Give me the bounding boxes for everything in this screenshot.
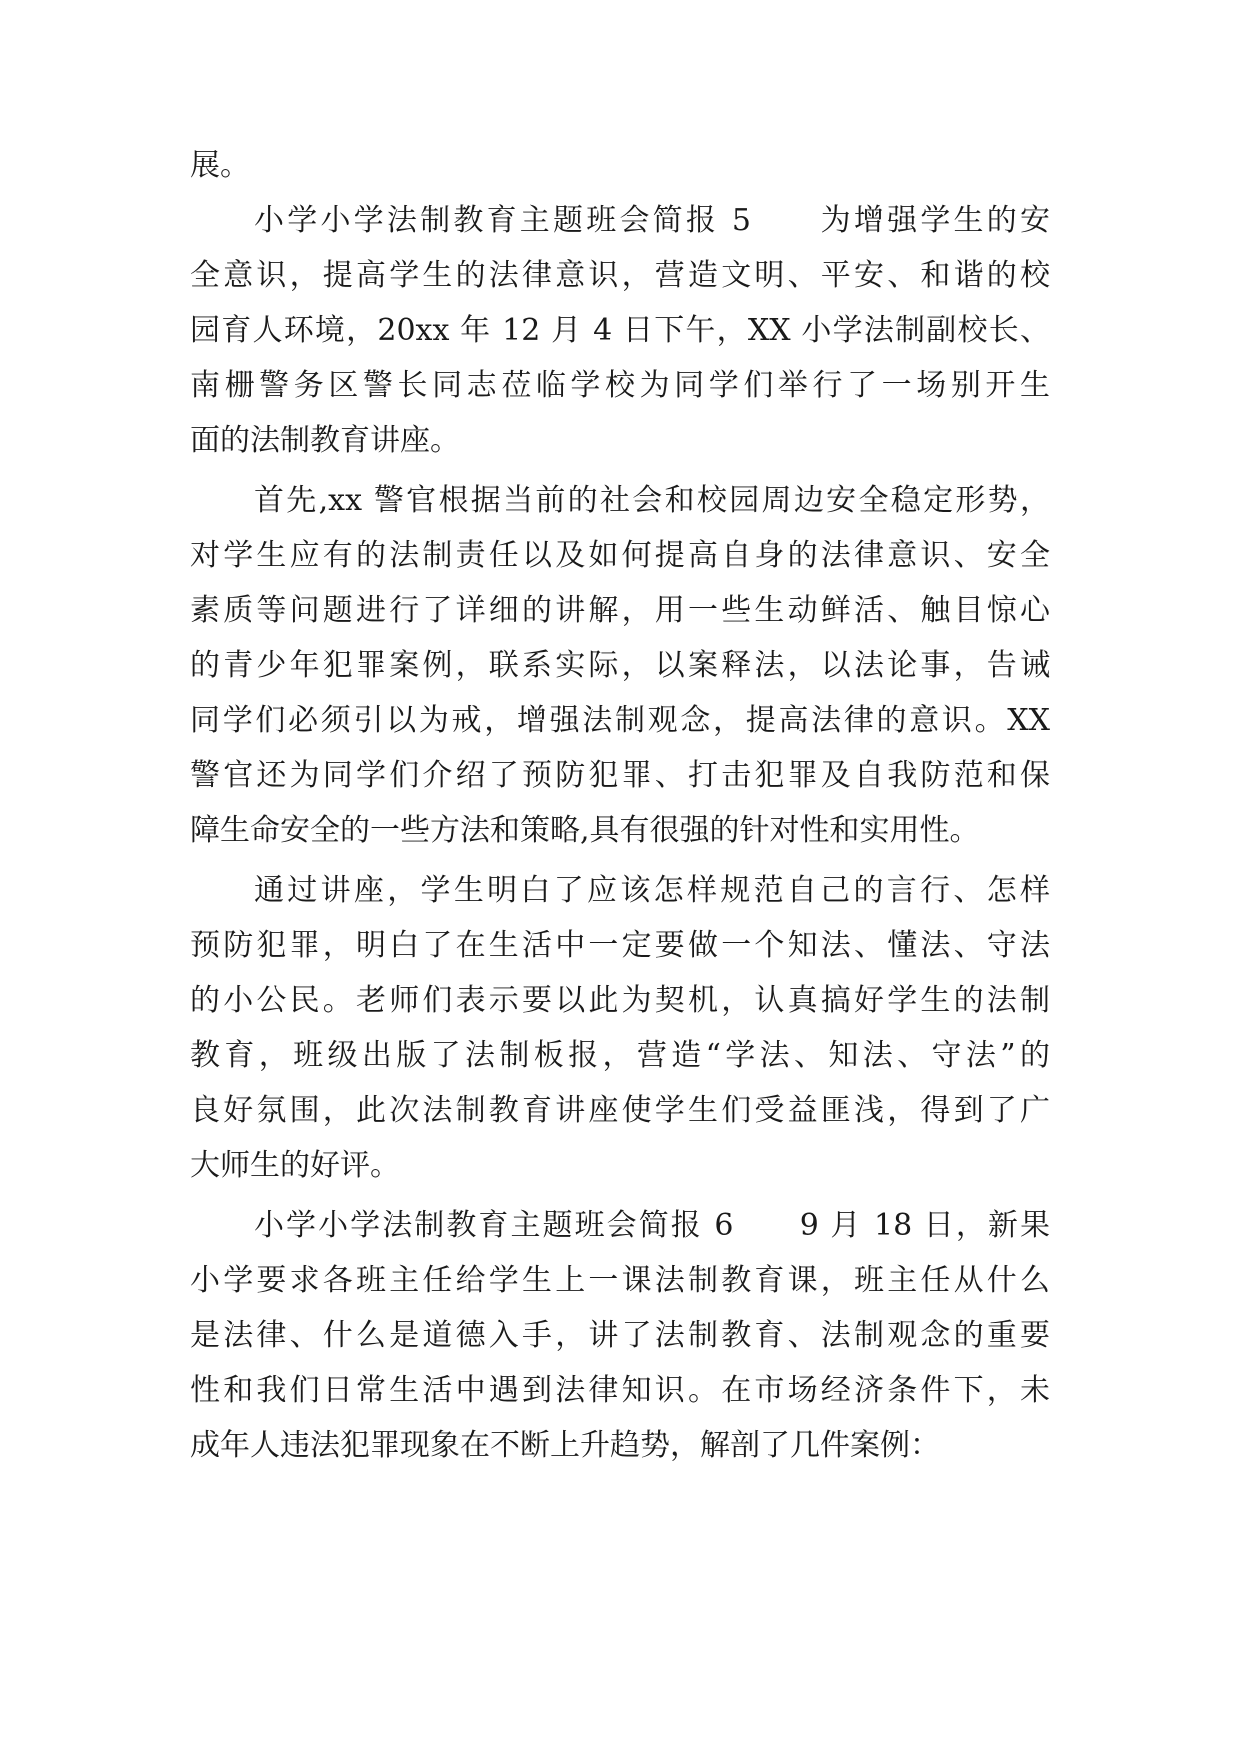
text-line: 素质等问题进行了详细的讲解，用一些生动鲜活、触目惊心 bbox=[190, 593, 1050, 628]
text-line: 南栅警务区警长同志莅临学校为同学们举行了一场别开生 bbox=[190, 368, 1050, 403]
text-line: 对学生应有的法制责任以及如何提高自身的法律意识、安全 bbox=[190, 538, 1050, 573]
text-line: 性和我们日常生活中遇到法律知识。在市场经济条件下，未 bbox=[190, 1373, 1050, 1408]
text-line: 的小公民。老师们表示要以此为契机，认真搞好学生的法制 bbox=[190, 983, 1050, 1018]
text-line: 小学要求各班主任给学生上一课法制教育课，班主任从什么 bbox=[190, 1263, 1050, 1298]
text-line: 预防犯罪，明白了在生活中一定要做一个知法、懂法、守法 bbox=[190, 928, 1050, 963]
text-line: 同学们必须引以为戒，增强法制观念，提高法律的意识。XX bbox=[190, 703, 1050, 738]
text-line: 是法律、什么是道德入手，讲了法制教育、法制观念的重要 bbox=[190, 1318, 1050, 1353]
text-line: 小学小学法制教育主题班会简报 5 为增强学生的安 bbox=[254, 203, 1050, 238]
text-line: 首先,xx 警官根据当前的社会和校园周边安全稳定形势， bbox=[254, 483, 1050, 518]
text-line: 小学小学法制教育主题班会简报 6 9 月 18 日，新果 bbox=[254, 1208, 1050, 1243]
text-line: 成年人违法犯罪现象在不断上升趋势，解剖了几件案例： bbox=[190, 1428, 940, 1463]
text-line: 大师生的好评。 bbox=[190, 1148, 400, 1183]
text-line: 教育，班级出版了法制板报，营造“学法、知法、守法”的 bbox=[190, 1038, 1050, 1073]
text-line: 障生命安全的一些方法和策略,具有很强的针对性和实用性。 bbox=[190, 813, 980, 848]
text-line: 通过讲座，学生明白了应该怎样规范自己的言行、怎样 bbox=[254, 873, 1050, 908]
text-line: 的青少年犯罪案例，联系实际，以案释法，以法论事，告诫 bbox=[190, 648, 1050, 683]
text-line: 良好氛围，此次法制教育讲座使学生们受益匪浅，得到了广 bbox=[190, 1093, 1050, 1128]
text-line: 警官还为同学们介绍了预防犯罪、打击犯罪及自我防范和保 bbox=[190, 758, 1050, 793]
text-line: 全意识，提高学生的法律意识，营造文明、平安、和谐的校 bbox=[190, 258, 1050, 293]
text-line: 面的法制教育讲座。 bbox=[190, 423, 460, 458]
text-line: 园育人环境，20xx 年 12 月 4 日下午，XX 小学法制副校长、 bbox=[190, 313, 1050, 348]
text-line: 展。 bbox=[190, 148, 250, 183]
